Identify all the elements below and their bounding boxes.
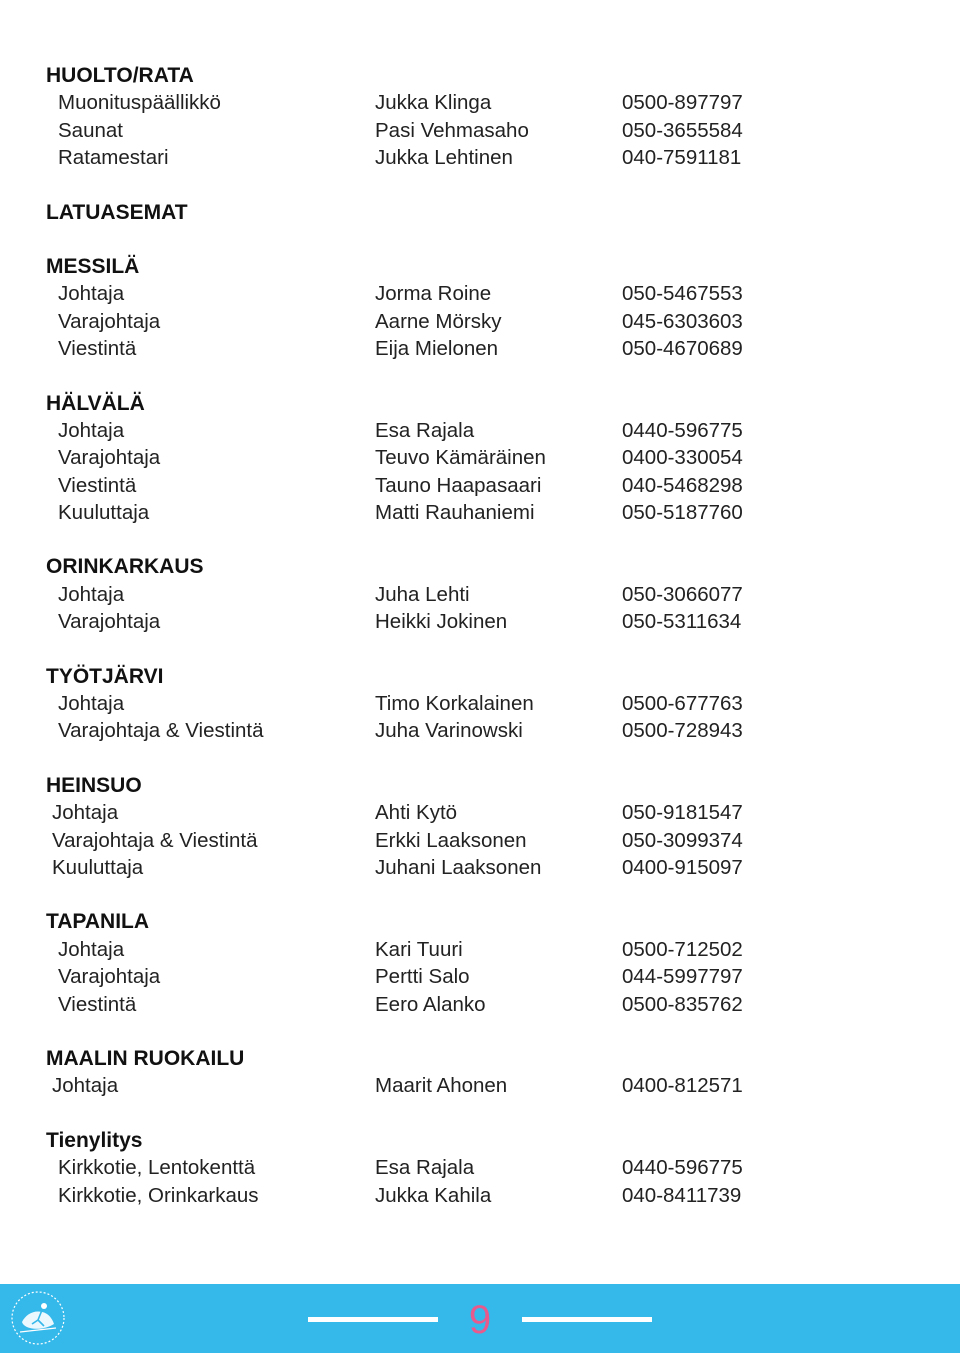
role-label: Varajohtaja: [58, 446, 161, 470]
person-name: Aarne Mörsky: [375, 309, 502, 333]
role-label: Kirkkotie, Lentokenttä: [58, 1156, 256, 1180]
contact-row: [46, 717, 786, 744]
role-label: Saunat: [58, 118, 123, 142]
person-name: Eija Mielonen: [375, 337, 499, 361]
ski-event-logo-icon: [8, 1288, 68, 1348]
phone-number: 045-6303603: [622, 309, 743, 333]
role-label: Kuuluttaja: [52, 855, 144, 879]
role-label: Ratamestari: [58, 146, 169, 170]
section-heading: MESSILÄ: [46, 254, 140, 278]
phone-number: 0500-677763: [622, 692, 743, 716]
role-label: Varajohtaja & Viestintä: [52, 828, 258, 852]
section-heading: HUOLTO/RATA: [46, 64, 194, 87]
section: [46, 1045, 786, 1100]
section-heading: TAPANILA: [46, 910, 150, 934]
person-name: Jorma Roine: [375, 282, 492, 306]
role-label: Viestintä: [58, 473, 137, 497]
contact-row: [46, 799, 786, 826]
person-name: Timo Korkalainen: [375, 692, 534, 716]
contact-row: [46, 1072, 786, 1099]
section: [46, 663, 786, 745]
person-name: Maarit Ahonen: [375, 1074, 508, 1098]
contact-row: [46, 280, 786, 307]
role-label: Johtaja: [58, 937, 125, 961]
contact-row: [46, 690, 786, 717]
section-heading: MAALIN RUOKAILU: [46, 1046, 245, 1070]
contact-row: [46, 89, 786, 116]
phone-number: 0500-728943: [622, 719, 743, 743]
role-label: Viestintä: [58, 992, 137, 1016]
section-heading: HÄLVÄLÄ: [46, 391, 145, 415]
contact-row: [46, 117, 786, 144]
phone-number: 050-5187760: [622, 501, 743, 525]
person-name: Esa Rajala: [375, 418, 475, 442]
section-heading: TYÖTJÄRVI: [46, 664, 164, 688]
section: [46, 908, 786, 1018]
page-footer: [0, 1284, 960, 1353]
contact-row: [46, 963, 786, 990]
role-label: Johtaja: [52, 1074, 119, 1098]
phone-number: 050-5311634: [622, 610, 742, 634]
role-label: Johtaja: [52, 801, 119, 825]
contact-row: [46, 1182, 786, 1209]
person-name: Heikki Jokinen: [375, 610, 508, 634]
role-label: Varajohtaja & Viestintä: [58, 719, 264, 743]
person-name: Eero Alanko: [375, 992, 486, 1016]
role-label: Kuuluttaja: [58, 501, 150, 525]
phone-number: 040-8411739: [622, 1183, 742, 1207]
person-name: Ahti Kytö: [375, 801, 458, 825]
phone-number: 050-3099374: [622, 828, 743, 852]
person-name: Erkki Laaksonen: [375, 828, 527, 852]
role-label: Johtaja: [58, 692, 125, 716]
phone-number: 0500-712502: [622, 937, 743, 961]
footer-rule-left: [308, 1317, 438, 1322]
person-name: Jukka Klinga: [375, 91, 492, 115]
contact-row: [46, 335, 786, 362]
role-label: Varajohtaja: [58, 610, 161, 634]
contact-row: [46, 444, 786, 471]
section: [46, 772, 786, 882]
person-name: Tauno Haapasaari: [375, 473, 542, 497]
section-heading: ORINKARKAUS: [46, 555, 204, 579]
phone-number: 0400-915097: [622, 855, 743, 879]
person-name: Juha Lehti: [375, 582, 470, 606]
section: [46, 1127, 786, 1209]
role-label: Johtaja: [58, 582, 125, 606]
section-heading: LATUASEMAT: [46, 200, 188, 224]
section: [46, 553, 786, 635]
contact-row: [46, 936, 786, 963]
phone-number: 050-4670689: [622, 337, 743, 361]
person-name: Juhani Laaksonen: [375, 855, 542, 879]
person-name: Esa Rajala: [375, 1156, 475, 1180]
role-label: Kirkkotie, Orinkarkaus: [58, 1183, 259, 1207]
phone-number: 0400-812571: [622, 1074, 743, 1098]
phone-number: 040-5468298: [622, 473, 743, 497]
contact-row: [46, 144, 786, 171]
phone-number: 040-7591181: [622, 146, 742, 170]
contact-row: [46, 308, 786, 335]
section: [46, 390, 786, 527]
section-heading: Tienylitys: [46, 1128, 143, 1152]
contact-row: [46, 1154, 786, 1181]
section: [46, 199, 786, 226]
person-name: Pasi Vehmasaho: [375, 118, 529, 142]
phone-number: 050-9181547: [622, 801, 743, 825]
role-label: Johtaja: [58, 282, 125, 306]
phone-number: 0440-596775: [622, 1156, 743, 1180]
phone-number: 0500-835762: [622, 992, 743, 1016]
person-name: Kari Tuuri: [375, 937, 463, 961]
person-name: Matti Rauhaniemi: [375, 501, 535, 525]
section: [46, 253, 786, 363]
contact-directory: [46, 62, 786, 1236]
role-label: Varajohtaja: [58, 965, 161, 989]
role-label: Muonituspäällikkö: [58, 91, 221, 115]
contact-row: [46, 991, 786, 1018]
contact-row: [46, 417, 786, 444]
contact-row: [46, 472, 786, 499]
person-name: Jukka Lehtinen: [375, 146, 513, 170]
person-name: Teuvo Kämäräinen: [375, 446, 546, 470]
role-label: Varajohtaja: [58, 309, 161, 333]
contact-row: [46, 499, 786, 526]
contact-row: [46, 608, 786, 635]
phone-number: 050-3066077: [622, 582, 743, 606]
page-number: 9: [468, 1298, 492, 1342]
contact-row: [46, 581, 786, 608]
person-name: Jukka Kahila: [375, 1183, 492, 1207]
footer-rule-right: [522, 1317, 652, 1322]
person-name: Pertti Salo: [375, 965, 470, 989]
phone-number: 0440-596775: [622, 418, 743, 442]
phone-number: 044-5997797: [622, 965, 743, 989]
role-label: Viestintä: [58, 337, 137, 361]
role-label: Johtaja: [58, 418, 125, 442]
contact-row: [46, 854, 786, 881]
phone-number: 050-5467553: [622, 282, 743, 306]
phone-number: 0500-897797: [622, 91, 743, 115]
contact-row: [46, 827, 786, 854]
phone-number: 050-3655584: [622, 118, 743, 142]
section: [46, 62, 786, 172]
person-name: Juha Varinowski: [375, 719, 523, 743]
phone-number: 0400-330054: [622, 446, 743, 470]
section-heading: HEINSUO: [46, 773, 142, 797]
